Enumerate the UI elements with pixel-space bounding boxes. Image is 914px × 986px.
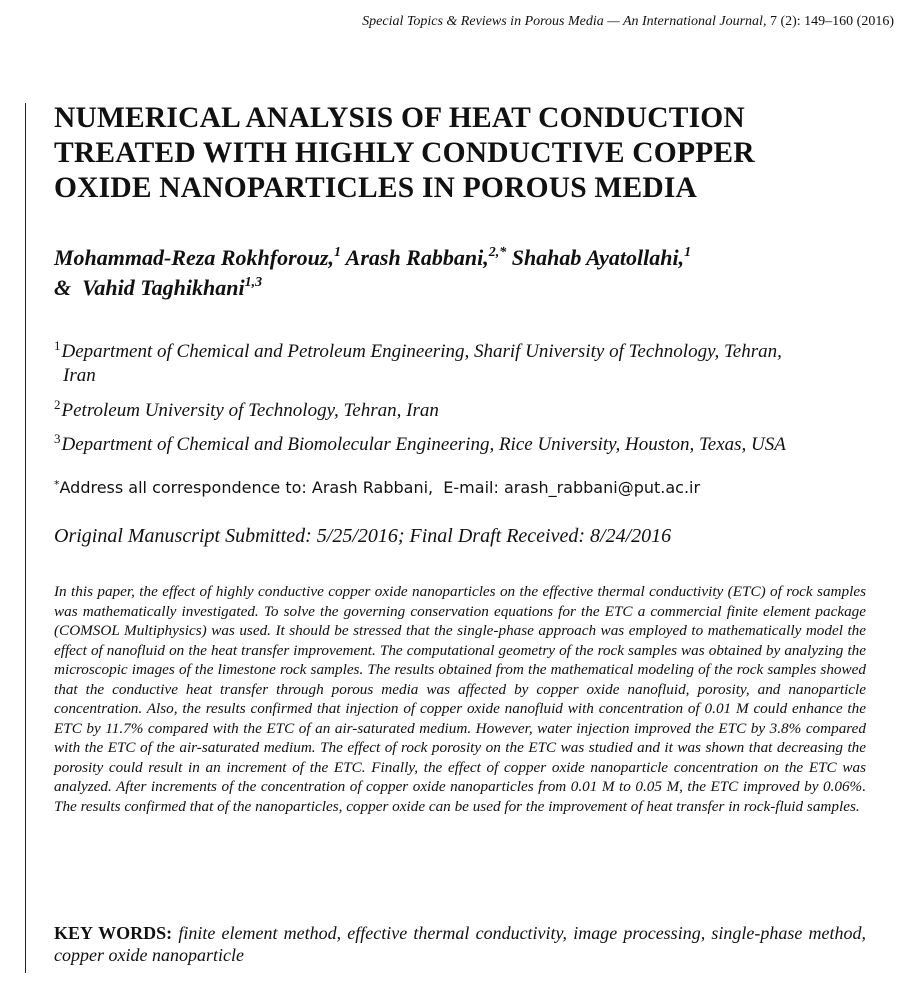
affiliation-text: Petroleum University of Technology, Tehran, Iran [61, 400, 439, 421]
author-affiliation-mark: 1 [684, 245, 692, 260]
affiliation-text: Department of Chemical and Petroleum Engineering, Sharif University of Technology, Tehran, [61, 341, 782, 362]
title-line: NUMERICAL ANALYSIS OF HEAT CONDUCTION [54, 102, 745, 134]
author-affiliation-mark: 2,* [488, 245, 507, 260]
author-name: Shahab Ayatollahi, [511, 245, 685, 270]
affiliation-number: 3 [54, 431, 61, 446]
author-name: Vahid Taghikhani [82, 275, 245, 300]
journal-name: Special Topics & Reviews in Porous Media — An International Journal, [362, 14, 767, 29]
correspondence [54, 478, 700, 497]
affiliation [54, 399, 439, 423]
author-affiliation-mark: 1 [333, 245, 341, 260]
manuscript-dates: Original Manuscript Submitted: 5/25/2016; Final Draft Received: 8/24/2016 [54, 525, 672, 547]
affiliation [54, 340, 782, 388]
journal-citation: 7 (2): 149–160 (2016) [769, 14, 894, 29]
author-conjunction: & [54, 275, 72, 300]
keywords-label: KEY WORDS: [54, 923, 173, 943]
title-line: TREATED WITH HIGHLY CONDUCTIVE COPPER [54, 137, 755, 169]
affiliation [54, 433, 786, 457]
correspondence-mark: * [54, 478, 60, 491]
abstract: In this paper, the effect of highly conductive copper oxide nanoparticles on the effective thermal conductivity (ETC) of rock samples was mathematically investigated. To solve the governing conservation equations for the ETC a commercial finite element package (COMSOL Multiphysics) was used. It should be stressed that the single-phase approach was employed to mathematically model the effect of nanofluid on the heat transfer improvement. The computational geometry of the rock samples was obtained by analyzing the microscopic images of the limestone rock samples. The results obtained from the mathematical modeling of the rock samples showed that the conductive heat transfer through porous media was affected by copper oxide nanofluid, porosity, and nanoparticle concentration. Also, the results confirmed that injection of copper oxide nanofluid with concentration of 0.01 M could enhance the ETC by 11.7% compared with the ETC of an air-saturated medium. However, water injection improved the ETC by 3.8% compared with the ETC of the air-saturated medium. The effect of rock porosity on the ETC was studied and it was shown that decreasing the porosity could result in an increment of the ETC. Finally, the effect of copper oxide nanoparticle concentration on the ETC was analyzed. After increments of the concentration of copper oxide nanoparticles from 0.01 M to 0.05 M, the ETC improved by 0.06%. The results confirmed that of the nanoparticles, copper oxide can be used for the improvement of heat transfer in rock-fluid samples. [54, 583, 866, 815]
margin-rule [25, 103, 26, 973]
author-name: Arash Rabbani, [345, 245, 489, 270]
correspondence-text: Address all correspondence to: Arash Rabbani, [59, 478, 434, 497]
affiliation-text: Department of Chemical and Biomolecular Engineering, Rice University, Houston, Texas, USA [61, 434, 786, 455]
affiliation-number: 2 [54, 397, 61, 412]
keywords-list: finite element method, effective thermal conductivity, image processing, single-phase method, copper oxide nanoparticle [54, 923, 866, 965]
author-affiliation-mark: 1,3 [244, 275, 263, 290]
keywords [54, 922, 866, 966]
author-line [54, 273, 894, 303]
author-line [54, 243, 894, 273]
affiliation-number: 1 [54, 338, 61, 353]
running-head [362, 14, 894, 30]
correspondence-email: E-mail: arash_rabbani@put.ac.ir [443, 478, 701, 497]
title-line: OXIDE NANOPARTICLES IN POROUS MEDIA [54, 172, 698, 204]
author-name: Mohammad-Reza Rokhforouz, [54, 245, 334, 270]
author-list [54, 243, 894, 303]
paper-title [54, 101, 874, 206]
affiliation-text-continued: Iran [63, 365, 96, 386]
